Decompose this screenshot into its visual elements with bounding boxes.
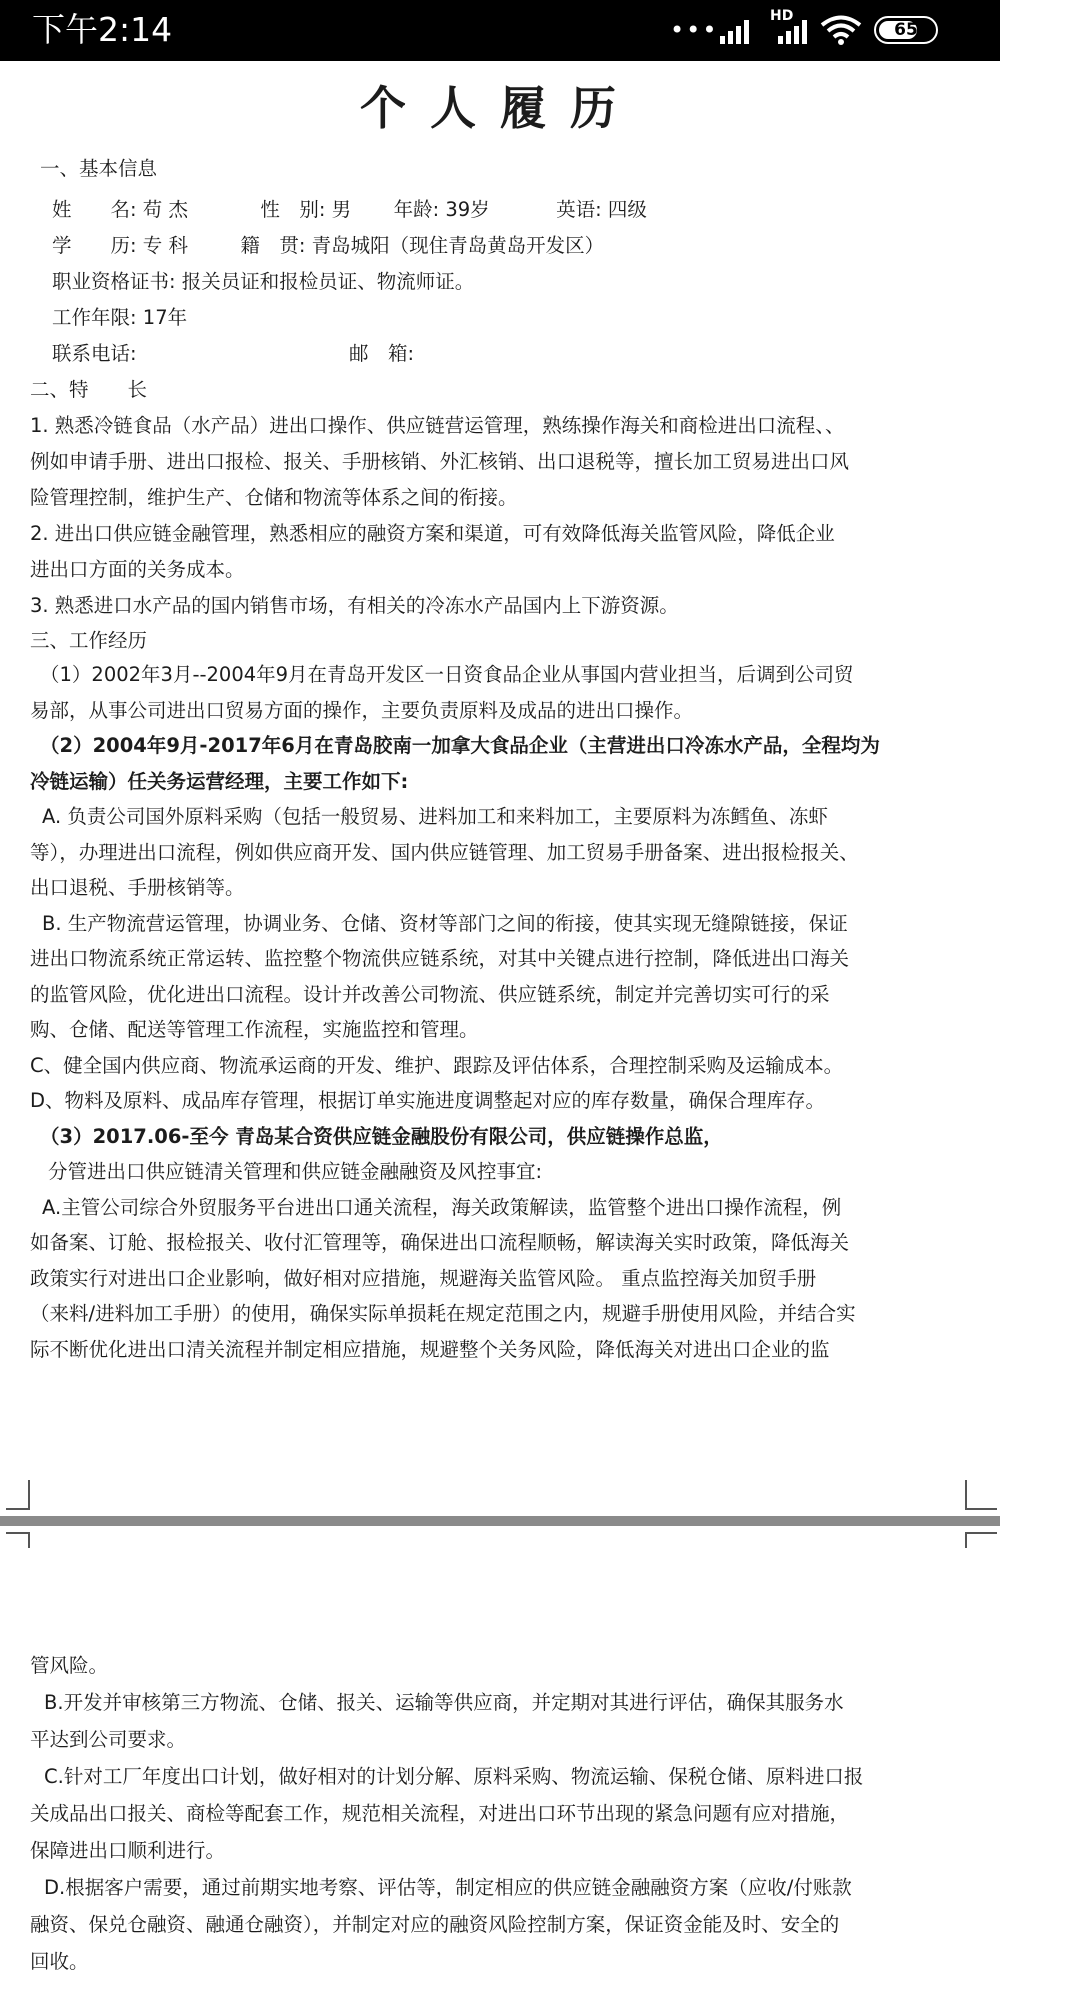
work-p3-line: （来料/进料加工手册）的使用，确保实际单损耗在规定范围之内，规避手册使用风险，并结合实 bbox=[30, 1302, 856, 1325]
work-p3-line: 际不断优化进出口清关流程并制定相应措施，规避整个关务风险，降低海关对进出口企业的监 bbox=[30, 1337, 830, 1361]
work-p2-item: 出口退税、手册核销等。 bbox=[30, 876, 245, 899]
cert-value: 报关员证和报检员证、物流师证。 bbox=[181, 270, 475, 293]
specialty-line: 2. 进出口供应链金融管理，熟悉相应的融资方案和渠道，可有效降低海关监管风险，降低企业 bbox=[30, 522, 835, 545]
section-specialty: 二、特 长 bbox=[30, 378, 148, 401]
crop-mark-top-left bbox=[6, 1480, 30, 1510]
work-p2-item: 的监管风险，优化进出口流程。设计并改善公司物流、供应链系统，制定并完善切实可行的采 bbox=[30, 982, 830, 1006]
basic-info-row-5 bbox=[52, 340, 414, 368]
page-separator bbox=[0, 1516, 1000, 1526]
basic-info-row-4 bbox=[52, 304, 187, 332]
section-work: 三、工作经历 bbox=[30, 629, 148, 652]
signal-icon bbox=[720, 16, 756, 48]
name-label: 姓 名: bbox=[52, 198, 137, 221]
work-p3-continued-line: 回收。 bbox=[30, 1950, 89, 1973]
more-dots-icon: ••• bbox=[670, 16, 719, 44]
work-p3-continued-line: 保障进出口顺利进行。 bbox=[30, 1839, 226, 1862]
work-p3-line: 分管进出口供应链清关管理和供应链金融融资及风控事宜: bbox=[48, 1160, 543, 1183]
native-label: 籍 贯: bbox=[240, 234, 306, 257]
section-basic-info: 一、基本信息 bbox=[40, 157, 158, 180]
work-p3-continued-line: B.开发并审核第三方物流、仓储、报关、运输等供应商，并定期对其进行评估，确保其服务水 bbox=[44, 1691, 844, 1714]
status-time: 下午2:14 bbox=[32, 10, 173, 49]
cert-label: 职业资格证书: bbox=[52, 270, 176, 293]
specialty-line: 3. 熟悉进口水产品的国内销售市场，有相关的冷冻水产品国内上下游资源。 bbox=[30, 594, 679, 617]
status-bar bbox=[0, 0, 1000, 61]
work-p3-continued-line: 平达到公司要求。 bbox=[30, 1728, 187, 1751]
work-p2-item: 购、仓储、配送等管理工作流程，实施监控和管理。 bbox=[30, 1018, 479, 1041]
page-break bbox=[0, 1404, 1067, 1624]
work-p3-continued-line: D.根据客户需要，通过前期实地考察、评估等，制定相应的供应链金融融资方案（应收/付账款 bbox=[44, 1876, 852, 1899]
crop-mark-bottom-right bbox=[965, 1532, 997, 1548]
wifi-icon bbox=[820, 14, 862, 50]
education-value: 专 科 bbox=[142, 234, 188, 257]
years-label: 工作年限: bbox=[52, 306, 137, 329]
work-p2-item: D、物料及原料、成品库存管理，根据订单实施进度调整起对应的库存数量，确保合理库存。 bbox=[30, 1089, 826, 1112]
education-label: 学 历: bbox=[52, 234, 137, 257]
work-p2-item: B. 生产物流营运管理，协调业务、仓储、资材等部门之间的衔接，使其实现无缝隙链接，保证 bbox=[42, 911, 848, 935]
age-label: 年龄: bbox=[393, 198, 440, 221]
specialty-line: 进出口方面的关务成本。 bbox=[30, 558, 245, 581]
work-p2-item: C、健全国内供应商、物流承运商的开发、维护、跟踪及评估体系，合理控制采购及运输成本。 bbox=[30, 1053, 844, 1077]
name-value: 苟 杰 bbox=[142, 198, 188, 221]
work-p2-item: 进出口物流系统正常运转、监控整个物流供应链系统，对其中关键点进行控制，降低进出口海关 bbox=[30, 947, 850, 970]
signal-hd-icon bbox=[772, 16, 812, 48]
work-p3-line: A.主管公司综合外贸服务平台进出口通关流程，海关政策解读，监管整个进出口操作流程，例 bbox=[42, 1195, 842, 1219]
english-value: 四级 bbox=[607, 198, 647, 221]
work-p1-line: （1）2002年3月--2004年9月在青岛开发区一日资食品企业从事国内营业担当，后调到公司贸 bbox=[40, 663, 854, 686]
english-label: 英语: bbox=[556, 198, 602, 221]
document-title: 个人履历 bbox=[360, 81, 640, 135]
work-p3-continued-line: 管风险。 bbox=[30, 1654, 109, 1677]
work-p1-line: 易部，从事公司进出口贸易方面的操作，主要负责原料及成品的进出口操作。 bbox=[30, 698, 694, 722]
email-label: 邮 箱: bbox=[348, 342, 415, 365]
crop-mark-top-right bbox=[965, 1480, 997, 1510]
work-p2-item: 等），办理进出口流程，例如供应商开发、国内供应链管理、加工贸易手册备案、进出报检报关、 bbox=[30, 840, 859, 864]
gender-value: 男 bbox=[331, 198, 352, 221]
work-p3-line: 如备案、订舱、报检报关、收付汇管理等，确保进出口流程顺畅，解读海关实时政策，降低海关 bbox=[30, 1231, 850, 1254]
work-p3-continued-line: 关成品出口报关、商检等配套工作，规范相关流程，对进出口环节出现的紧急问题有应对措施， bbox=[30, 1802, 850, 1825]
work-p3-continued-line: C.针对工厂年度出口计划，做好相对的计划分解、原料采购、物流运输、保税仓储、原料进口报 bbox=[44, 1765, 864, 1788]
hd-label: HD bbox=[770, 8, 794, 24]
crop-mark-bottom-left bbox=[6, 1532, 30, 1548]
work-p2-heading: （2）2004年9月-2017年6月在青岛胶南一加拿大食品企业（主营进出口冷冻水产品，全程均为 bbox=[40, 734, 880, 757]
basic-info-row-1 bbox=[52, 196, 647, 224]
basic-info-row-2 bbox=[52, 232, 604, 260]
specialty-line: 险管理控制，维护生产、仓储和物流等体系之间的衔接。 bbox=[30, 486, 518, 509]
years-value: 17年 bbox=[142, 306, 188, 329]
basic-info-row-3 bbox=[52, 268, 474, 296]
phone-label: 联系电话: bbox=[52, 342, 137, 365]
work-p3-continued-line: 融资、保兑仓融资、融通仓融资），并制定对应的融资风险控制方案，保证资金能及时、安全的 bbox=[30, 1913, 840, 1936]
specialty-line: 1. 熟悉冷链食品（水产品）进出口操作、供应链营运管理，熟练操作海关和商检进出口流程、、 bbox=[30, 414, 845, 437]
age-value: 39岁 bbox=[445, 198, 490, 221]
work-p3-heading: （3）2017.06-至今 青岛某合资供应链金融股份有限公司，供应链操作总监， bbox=[40, 1124, 723, 1148]
work-p2-item: A. 负责公司国外原料采购（包括一般贸易、进料加工和来料加工，主要原料为冻鳕鱼、冻虾 bbox=[42, 805, 828, 828]
work-p2-heading: 冷链运输）任关务运营经理，主要工作如下: bbox=[30, 769, 409, 793]
native-value: 青岛城阳（现住青岛黄岛开发区） bbox=[311, 234, 605, 257]
battery-level: 65 bbox=[894, 20, 918, 40]
work-p3-line: 政策实行对进出口企业影响，做好相对应措施，规避海关监管风险。 重点监控海关加贸手册 bbox=[30, 1266, 817, 1290]
battery-icon bbox=[874, 16, 938, 44]
gender-label: 性 别: bbox=[260, 198, 326, 221]
specialty-line: 例如申请手册、进出口报检、报关、手册核销、外汇核销、出口退税等，擅长加工贸易进出口风 bbox=[30, 450, 850, 473]
